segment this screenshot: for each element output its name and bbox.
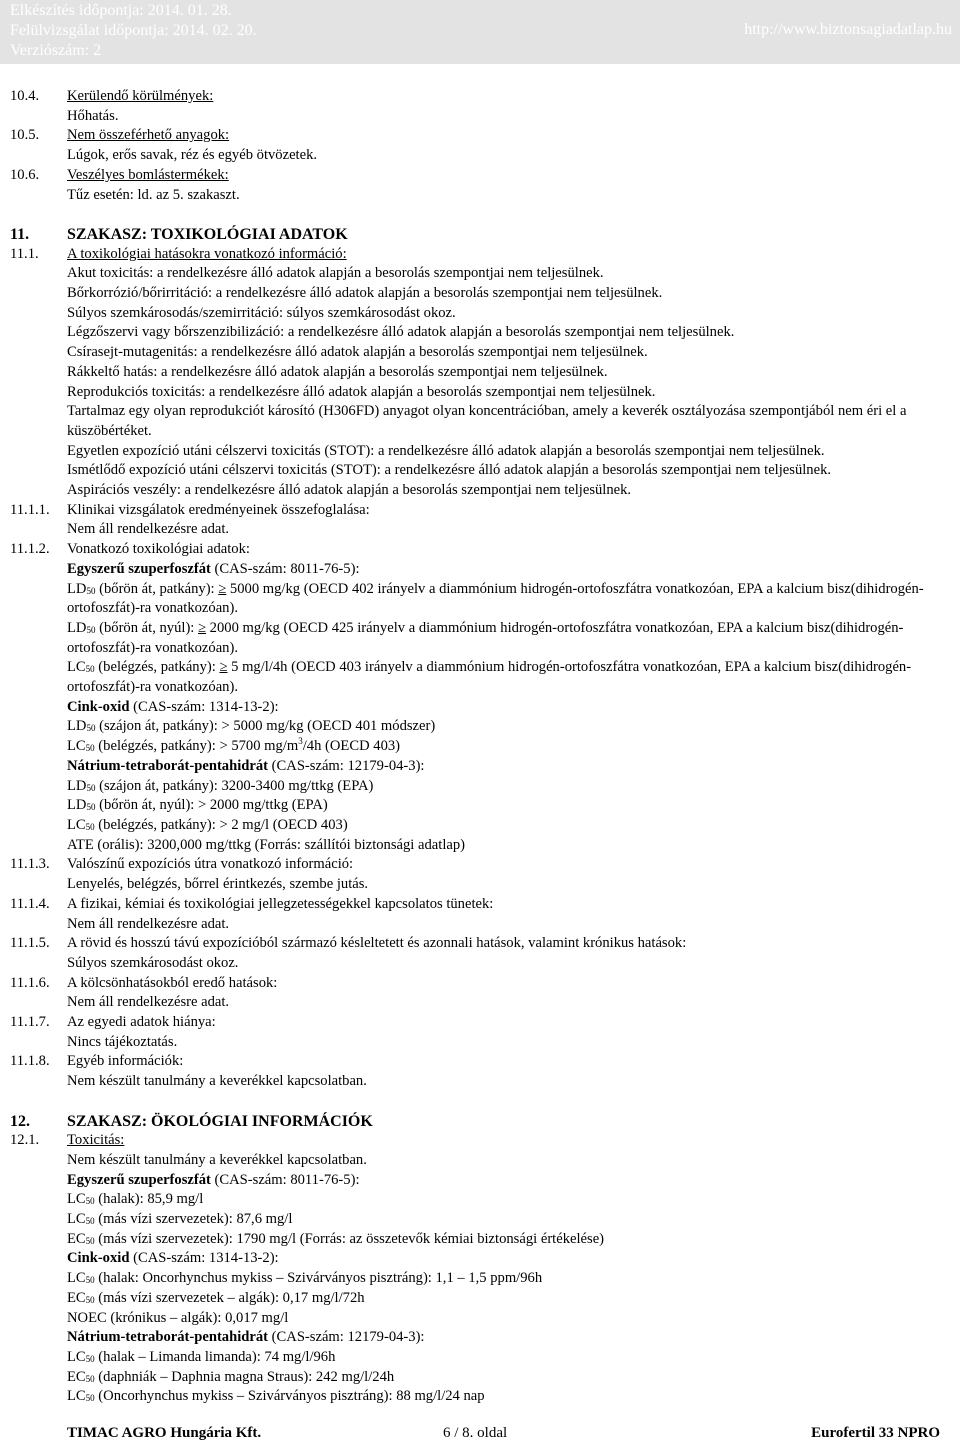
creation-date: Elkészítés időpontja: 2014. 01. 28. [10,2,232,19]
eco-entry [0,1269,960,1289]
substance-name: Cink-oxid [67,1250,130,1267]
section-heading [0,1112,960,1132]
measure-prefix: EC [67,1368,86,1385]
subsection-body-text [67,915,958,935]
section-number: 11.1.6. [10,974,50,991]
greater-equal-sign: ≥ [198,619,207,636]
subscript-50: 50 [85,1393,95,1404]
substance-name: Egyszerű szuperfoszfát [67,560,211,577]
info-line [0,264,960,284]
substance-heading-text [67,1328,958,1348]
tox-entry [0,816,960,836]
measure-text: (bőrön át, patkány): [95,580,219,597]
info-line-text [67,442,958,462]
info-text: Akut toxicitás: a rendelkezésre álló adatok alapján a besorolás szempontjai nem teljesülnek. [67,265,604,282]
body-text: Nem áll rendelkezésre adat. [67,521,230,538]
body-text: Súlyos szemkárosodást okoz. [67,954,239,971]
measure-prefix: ATE (orális): 3200,000 mg/ttkg (Forrás: szállítói biztonsági adatlap) [67,836,466,853]
subsection-heading [0,245,960,265]
subscript-50: 50 [85,1275,95,1286]
info-line [0,442,960,462]
subsection-body [0,107,960,127]
info-line [0,304,960,324]
measure-text: (bőrön át, nyúl): > 2000 mg/ttkg (EPA) [95,797,328,814]
eco-entry-text [67,1368,958,1388]
subsection-heading-text [67,895,958,915]
subscript-50: 50 [85,1235,95,1246]
subsection-heading [0,974,960,994]
measure-text: (más vízi szervezetek): 1790 mg/l (Forrás: az összetevők kémiai biztonsági értékelése) [94,1230,605,1247]
subsection-body-text [67,954,958,974]
subsection-heading-text [67,1052,958,1072]
measure-post: /4h (OECD 403) [302,738,401,755]
subsection-title: Vonatkozó toxikológiai adatok: [67,541,250,558]
section-number: 11.1.3. [10,856,50,873]
measure-prefix: EC [67,1230,86,1247]
subsection-heading [0,1052,960,1072]
subsection-title: Az egyedi adatok hiánya: [67,1014,216,1031]
info-line [0,323,960,343]
section-heading-text [67,225,958,245]
measure-prefix: LD [67,580,87,597]
eco-entry-text [67,1348,958,1368]
measure-text: (halak – Limanda limanda): 74 mg/l/96h [94,1348,336,1365]
spacer [0,205,960,225]
info-text: Légzőszervi vagy bőrszenzibilizáció: a rendelkezésre álló adatok alapján a besorolás szempontjai nem teljesülnek. [67,324,735,341]
substance-heading [0,757,960,777]
measure-text: (belégzés, patkány): > 5700 mg/m [94,738,299,755]
substance-heading-text [67,1171,958,1191]
eco-entry-text [67,1289,958,1309]
subscript-50: 50 [85,1216,95,1227]
info-line-text [67,402,958,441]
info-text: Ismétlődő expozíció utáni célszervi toxicitás (STOT): a rendelkezésre álló adatok alapján a besorolás szempontjai nem teljesülnek. [67,462,832,479]
subsection-heading-text [67,1131,958,1151]
subsection-body-text [67,993,958,1013]
subsection-heading [0,126,960,146]
measure-text: (bőrön át, nyúl): [95,619,199,636]
measure-prefix: LC [67,1388,86,1405]
tox-entry [0,777,960,797]
info-text: Aspirációs veszély: a rendelkezésre álló adatok alapján a besorolás szempontjai nem teljesülnek. [67,482,632,499]
section-number: 11.1.4. [10,895,50,912]
subsection-body [0,520,960,540]
eco-entry [0,1190,960,1210]
section-number: 11.1. [10,245,39,262]
subsection-heading [0,540,960,560]
substance-name: Nátrium-tetraborát-pentahidrát [67,1329,269,1346]
measure-prefix: LC [67,1348,86,1365]
info-text: Bőrkorrózió/bőrirritáció: a rendelkezésre álló adatok alapján a besorolás szempontjai nem teljesülnek. [67,285,663,302]
tox-entry [0,836,960,856]
section-number: 11.1.5. [10,935,50,952]
measure-prefix: LC [67,1211,86,1228]
subsection-body-text [67,1033,958,1053]
measure-post: 5 mg/l/4h (OECD 403 irányelv a diammónium hidrogén-ortofoszfátra vonatkozóan, EPA a kalcium bisz(dihidrogén-ortofoszfát)-ra vonatkozóan). [67,659,912,696]
subsection-body-text [67,146,958,166]
revision-date: Felülvizsgálat időpontja: 2014. 02. 20. [10,22,257,39]
section-number: 12. [10,1112,30,1130]
subsection-body [0,186,960,206]
body-text: Lenyelés, belégzés, bőrrel érintkezés, szembe jutás. [67,876,369,893]
measure-prefix: LC [67,817,86,833]
measure-prefix: NOEC (krónikus – algák): 0,017 mg/l [67,1309,289,1326]
measure-text: (belégzés, patkány): > 2 mg/l (OECD 403) [94,817,348,833]
eco-entry-text [67,1210,958,1230]
info-text: Egyetlen expozíció utáni célszervi toxicitás (STOT): a rendelkezésre álló adatok alapján a besorolás szempontjai nem teljesülnek. [67,442,825,459]
info-line-text [67,383,958,403]
body-text: Nem áll rendelkezésre adat. [67,994,230,1011]
eco-entry-text [67,1230,958,1250]
tox-entry-text [67,777,958,797]
subsection-title: Klinikai vizsgálatok eredményeinek összefoglalása: [67,501,370,518]
info-text: Tartalmaz egy olyan reprodukciót károsító (H306FD) anyagot olyan koncentrációban, amely a keverék osztályozása szempontjából nem éri el a küszöbértéket. [67,403,907,439]
eco-entry [0,1387,960,1407]
measure-prefix: LC [67,1191,86,1208]
body-text: Nincs tájékoztatás. [67,1033,178,1050]
substance-name: Egyszerű szuperfoszfát [67,1171,211,1188]
subsection-title: A kölcsönhatásokból eredő hatások: [67,974,278,991]
measure-prefix: LC [67,738,86,755]
section-number: 11.1.1. [10,501,50,518]
measure-text: (daphniák – Daphnia magna Straus): 242 mg/l/24h [94,1368,395,1385]
subscript-50: 50 [86,723,96,734]
subscript-50: 50 [86,782,96,793]
section-number: 10.5. [10,127,40,144]
subscript-50: 50 [86,624,96,635]
subsection-heading-text [67,87,958,107]
subsection-title: A toxikológiai hatásokra vonatkozó információ: [67,245,347,262]
eco-entry [0,1230,960,1250]
section-number: 11.1.2. [10,541,50,558]
tox-entry [0,658,960,697]
subscript-50: 50 [85,1294,95,1305]
subscript-50: 50 [86,585,96,596]
eco-entry [0,1309,960,1329]
subscript-50: 50 [86,802,96,813]
measure-prefix: EC [67,1289,86,1306]
subsection-title: Kerülendő körülmények: [67,88,214,104]
subsection-heading [0,1131,960,1151]
measure-prefix: LD [67,619,87,636]
tox-entry-text [67,619,958,658]
info-line-text [67,363,958,383]
section-number: 11. [10,225,30,243]
version-number: Verziószám: 2 [10,42,102,59]
eco-entry [0,1289,960,1309]
section-number: 10.6. [10,166,40,183]
page-number: 6 / 8. oldal [443,1425,508,1441]
tox-entry-text [67,580,958,619]
subsection-body-text [67,520,958,540]
info-line-text [67,284,958,304]
subsection-heading-text [67,166,958,186]
subsection-body [0,1072,960,1092]
info-line-text [67,304,958,324]
substance-name: Cink-oxid [67,698,130,715]
eco-entry [0,1210,960,1230]
section-heading-text [67,1112,958,1132]
greater-equal-sign: ≥ [219,659,228,676]
subsection-heading-text [67,501,958,521]
section-number: 11.1.8. [10,1053,50,1070]
eco-entry [0,1368,960,1388]
measure-text: (belégzés, patkány): [94,659,220,676]
subsection-heading-text [67,1013,958,1033]
body-text: Lúgok, erős savak, réz és egyéb ötvözetek. [67,147,318,164]
subsection-heading-text [67,855,958,875]
company-name: TIMAC AGRO Hungária Kft. [67,1425,262,1441]
eco-entry-text [67,1387,958,1407]
substance-heading-text [67,1249,958,1269]
eco-entry-text [67,1309,958,1329]
tox-entry-text [67,836,958,856]
substance-heading [0,560,960,580]
cas-number: (CAS-szám: 8011-76-5): [210,560,360,577]
tox-entry-text [67,717,958,737]
info-text: Reprodukciós toxicitás: a rendelkezésre álló adatok alapján a besorolás szempontjai nem teljesülnek. [67,383,656,400]
tox-entry [0,619,960,658]
subscript-50: 50 [85,664,95,675]
subsection-heading [0,501,960,521]
substance-heading [0,1171,960,1191]
info-text: Rákkeltő hatás: a rendelkezésre álló adatok alapján a besorolás szempontjai nem teljesülnek. [67,363,608,380]
subsection-heading [0,1013,960,1033]
tox-entry-text [67,658,958,697]
body-text: Hőhatás. [67,107,119,124]
document-footer [0,1425,960,1445]
info-line [0,284,960,304]
subsection-body [0,875,960,895]
section-number: 12.1. [10,1132,40,1149]
subscript-50: 50 [85,1353,95,1364]
subsection-title: Toxicitás: [67,1132,125,1149]
subsection-body [0,1033,960,1053]
subsection-title: Valószínű expozíciós útra vonatkozó információ: [67,856,354,873]
body-text: Nem készült tanulmány a keverékkel kapcsolatban. [67,1073,367,1090]
subsection-body [0,993,960,1013]
substance-heading [0,698,960,718]
measure-text: (más vízi szervezetek): 87,6 mg/l [94,1211,293,1228]
subsection-heading-text [67,126,958,146]
subsection-heading [0,855,960,875]
tox-entry [0,580,960,619]
subsection-heading [0,166,960,186]
info-line [0,402,960,441]
subsection-heading-text [67,974,958,994]
info-line-text [67,323,958,343]
section-title: SZAKASZ: ÖKOLÓGIAI INFORMÁCIÓK [67,1112,373,1130]
subsection-heading-text [67,934,958,954]
info-line-text [67,264,958,284]
body-text: Tűz esetén: ld. az 5. szakaszt. [67,186,240,203]
measure-prefix: LD [67,777,87,794]
measure-text: (más vízi szervezetek – algák): 0,17 mg/l/72h [94,1289,365,1306]
subsection-body [0,146,960,166]
section-title: SZAKASZ: TOXIKOLÓGIAI ADATOK [67,225,348,243]
info-line-text [67,461,958,481]
body-text: Nem készült tanulmány a keverékkel kapcsolatban. [67,1151,367,1168]
body-text: Nem áll rendelkezésre adat. [67,915,230,932]
info-text: Csírasejt-mutagenitás: a rendelkezésre álló adatok alapján a besorolás szempontjai nem teljesülnek. [67,344,648,361]
subsection-title: A rövid és hosszú távú expozícióból származó késleltetett és azonnali hatások, valamint krónikus hatások: [67,935,687,952]
substance-name: Nátrium-tetraborát-pentahidrát [67,757,269,774]
subscript-50: 50 [85,822,95,832]
subsection-heading [0,895,960,915]
info-line-text [67,481,958,501]
document-body [0,87,960,1407]
tox-entry-text [67,816,958,836]
eco-entry [0,1348,960,1368]
info-line [0,343,960,363]
substance-heading-text [67,757,958,777]
superscript-3: 3 [298,736,303,747]
measure-prefix: LC [67,1270,86,1287]
info-line-text [67,343,958,363]
subsection-body [0,1151,960,1171]
cas-number: (CAS-szám: 1314-13-2): [129,1250,279,1267]
cas-number: (CAS-szám: 8011-76-5): [210,1171,360,1188]
section-number: 10.4. [10,88,40,104]
subsection-heading [0,87,960,107]
info-line [0,481,960,501]
product-name: Eurofertil 33 NPRO [811,1425,940,1441]
website-link[interactable]: http://www.biztonsagiadatlap.hu [744,21,952,38]
info-line [0,383,960,403]
tox-entry [0,796,960,816]
info-line [0,461,960,481]
measure-text: (szájon át, patkány): 3200-3400 mg/ttkg (EPA) [95,777,374,794]
subsection-body-text [67,186,958,206]
subsection-title: Veszélyes bomlástermékek: [67,166,229,183]
cas-number: (CAS-szám: 12179-04-3): [268,1329,425,1346]
cas-number: (CAS-szám: 12179-04-3): [268,757,425,774]
subsection-body-text [67,107,958,127]
info-line [0,363,960,383]
subsection-body-text [67,875,958,895]
eco-entry-text [67,1269,958,1289]
subscript-50: 50 [85,743,95,754]
subscript-50: 50 [85,1373,95,1384]
subsection-title: A fizikai, kémiai és toxikológiai jellegzetességekkel kapcsolatos tünetek: [67,895,494,912]
greater-equal-sign: ≥ [218,580,227,597]
subsection-title: Egyéb információk: [67,1053,184,1070]
tox-entry-text [67,737,958,757]
measure-text: (Oncorhynchus mykiss – Szivárványos pisztráng): 88 mg/l/24 nap [94,1388,485,1405]
measure-prefix: LD [67,718,87,735]
measure-text: (halak): 85,9 mg/l [94,1191,204,1208]
subsection-body [0,915,960,935]
substance-heading [0,1249,960,1269]
measure-post: 2000 mg/kg (OECD 425 irányelv a diammónium hidrogén-ortofoszfátra vonatkozóan, EPA a kalcium bisz(dihidrogén-ortofoszfát)-ra vonatkozóan). [67,619,904,656]
subscript-50: 50 [85,1196,95,1207]
spacer [0,1092,960,1112]
tox-entry [0,717,960,737]
info-text: Súlyos szemkárosodás/szemirritáció: súlyos szemkárosodást okoz. [67,304,456,321]
tox-entry [0,737,960,757]
document-header [0,0,960,64]
subsection-body-text [67,1072,958,1092]
substance-heading-text [67,698,958,718]
subsection-body [0,954,960,974]
tox-entry-text [67,796,958,816]
subsection-heading-text [67,245,958,265]
substance-heading [0,1328,960,1348]
cas-number: (CAS-szám: 1314-13-2): [129,698,279,715]
eco-entry-text [67,1190,958,1210]
subsection-heading-text [67,540,958,560]
measure-post: 5000 mg/kg (OECD 402 irányelv a diammónium hidrogén-ortofoszfátra vonatkozóan, EPA a kalcium bisz(dihidrogén-ortofoszfát)-ra vonatkozóan). [67,580,924,617]
section-heading [0,225,960,245]
substance-heading-text [67,560,958,580]
subsection-heading [0,934,960,954]
measure-prefix: LC [67,659,86,676]
measure-text: (szájon át, patkány): > 5000 mg/kg (OECD 401 módszer) [95,718,436,735]
measure-prefix: LD [67,797,87,814]
subsection-body-text [67,1151,958,1171]
subsection-title: Nem összeférhető anyagok: [67,127,230,144]
measure-text: (halak: Oncorhynchus mykiss – Szivárványos pisztráng): 1,1 – 1,5 ppm/96h [94,1270,543,1287]
section-number: 11.1.7. [10,1014,50,1031]
